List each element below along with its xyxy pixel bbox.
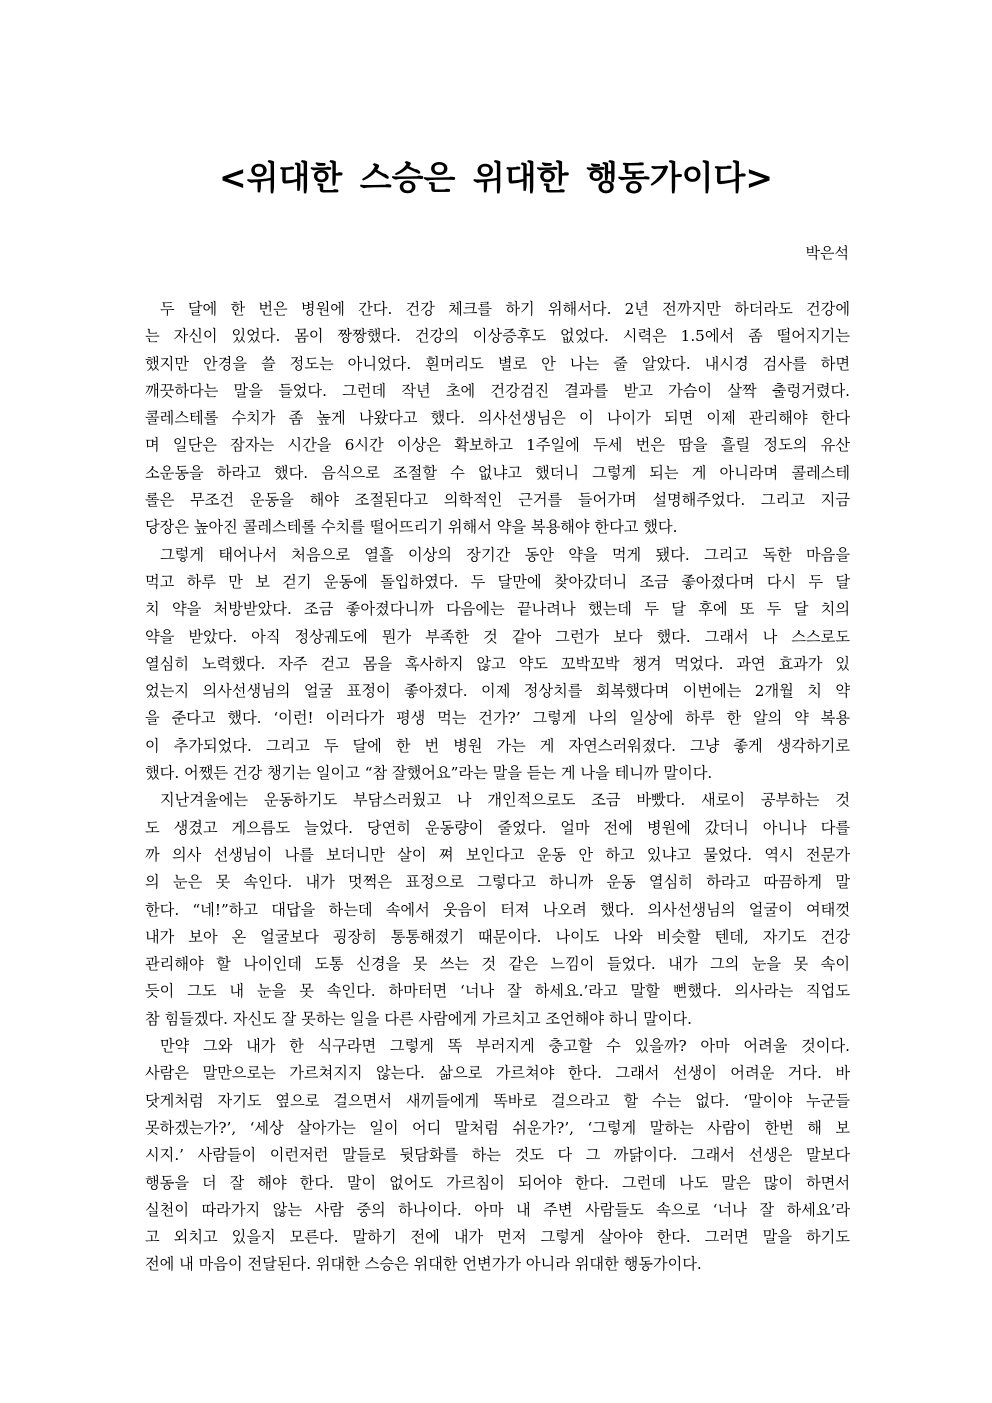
text-line: 콜레스테롤 수치가 좀 높게 나왔다고 했다. 의사선생님은 이 나이가 되면 이제 관리해야 한다 [145,409,850,428]
text-line: 이 추가되었다. 그리고 두 달에 한 번 병원 가는 게 자연스러워졌다. 그냥 좋게 생각하기로 [145,736,850,755]
text-line: 했다. 어쨌든 건강 챙기는 일이고 “참 잘했어요”라는 말을 듣는 게 나을 테니까 말이다. [145,764,713,783]
text-line: 실천이 따라가지 않는 사람 중의 하나이다. 아마 내 주변 사람들도 속으로 ‘너나 잘 하세요’라 [145,1200,850,1219]
text-line: 두 달에 한 번은 병원에 간다. 건강 체크를 하기 위해서다. 2년 전까지만 하더라도 건강에 [160,300,850,318]
paragraph-4 [145,1033,850,1279]
paragraph-1 [145,296,850,542]
text-line: 열심히 노력했다. 자주 걷고 몸을 혹사하지 않고 약도 꼬박꼬박 챙겨 먹었다. 과연 효과가 있 [145,654,850,673]
text-line: 고 외치고 있을지 모른다. 말하기 전에 내가 먼저 그렇게 살아야 한다. 그러면 말을 하기도 [145,1228,850,1247]
text-line: 의 눈은 못 속인다. 내가 멋쩍은 표정으로 그렇다고 하니까 운동 열심히 하라고 따끔하게 말 [145,873,850,892]
text-line: 약을 받았다. 아직 정상궤도에 뭔가 부족한 것 같아 그런가 보다 했다. 그래서 나 스스로도 [145,627,850,646]
text-line: 도 생겼고 게으름도 늘었다. 당연히 운동량이 줄었다. 얼마 전에 병원에 갔더니 아니나 다를 [145,818,850,837]
text-line: 롤은 무조건 운동을 해야 조절된다고 의학적인 근거를 들어가며 설명해주었다. 그리고 지금 [145,491,850,510]
document-title: <위대한 스승은 위대한 행동가이다> [218,158,774,197]
text-line: 했지만 안경을 쓸 정도는 아니었다. 흰머리도 별로 안 나는 줄 알았다. 내시경 검사를 하면 [145,354,850,373]
text-line: 는 자신이 있었다. 몸이 짱짱했다. 건강의 이상증후도 없었다. 시력은 1.5에서 좀 떨어지기는 [145,327,850,346]
text-line: 사람은 말만으로는 가르쳐지지 않는다. 삶으로 가르쳐야 한다. 그래서 선생이 어려운 거다. 바 [145,1064,850,1083]
text-line: 시지.’ 사람들이 이런저런 말들로 뒷담화를 하는 것도 다 그 까닭이다. 그래서 선생은 말보다 [145,1146,850,1165]
text-line: 만약 그와 내가 한 식구라면 그렇게 똑 부러지게 충고할 수 있을까? 아마 어려울 것이다. [160,1037,850,1056]
text-line: 깨끗하다는 말을 들었다. 그런데 작년 초에 건강검진 결과를 받고 가슴이 살짝 출렁거렸다. [145,381,850,400]
text-line: 한다. “네!”하고 대답을 하는데 속에서 웃음이 터져 나오려 했다. 의사선생님의 얼굴이 여태껏 [145,900,850,919]
text-line: 을 준다고 했다. ‘이런! 이러다가 평생 먹는 건가?’ 그렇게 나의 일상에 하루 한 알의 약 복용 [145,709,850,728]
text-line: 었는지 의사선생님의 얼굴 표정이 좋아졌다. 이제 정상치를 회복했다며 이번에는 2개월 치 약 [145,682,850,701]
text-line: 전에 내 마음이 전달된다. 위대한 스승은 위대한 언변가가 아니라 위대한 행동가이다. [145,1255,702,1274]
text-line: 지난겨울에는 운동하기도 부담스러웠고 나 개인적으로도 조금 바빴다. 새로이 공부하는 것 [160,791,850,810]
text-line: 못하겠는가?’, ‘세상 살아가는 일이 어디 말처럼 쉬운가?’, ‘그렇게 말하는 사람이 한번 해 보 [145,1118,850,1137]
text-line: 관리해야 할 나이인데 도통 신경을 못 쓰는 것 같은 느낌이 들었다. 내가 그의 눈을 못 속이 [145,955,850,974]
paragraph-2 [145,542,850,788]
text-line: 당장은 높아진 콜레스테롤 수치를 떨어뜨리기 위해서 약을 복용해야 한다고 했다. [145,518,678,537]
text-line: 내가 보아 온 얼굴보다 굉장히 통통해졌기 때문이다. 나이도 나와 비슷할 텐데, 자기도 건강 [145,927,850,946]
text-line: 닷게처럼 자기도 옆으로 걸으면서 새끼들에게 똑바로 걸으라고 할 수는 없다. ‘말이야 누군들 [145,1091,850,1110]
text-line: 먹고 하루 만 보 걷기 운동에 돌입하였다. 두 달만에 찾아갔더니 조금 좋아졌다며 다시 두 달 [145,572,850,591]
text-line: 듯이 그도 내 눈을 못 속인다. 하마터면 ‘너나 잘 하세요.’라고 말할 뻔했다. 의사라는 직업도 [145,982,850,1001]
text-line: 그렇게 태어나서 처음으로 열흘 이상의 장기간 동안 약을 먹게 됐다. 그리고 독한 마음을 [160,545,850,564]
text-line: 소운동을 하라고 했다. 음식으로 조절할 수 없냐고 했더니 그렇게 되는 게 아니라며 콜레스테 [145,463,850,482]
text-line: 며 일단은 잠자는 시간을 6시간 이상은 확보하고 1주일에 두세 번은 땀을 흘릴 정도의 유산 [145,436,850,455]
text-line: 치 약을 처방받았다. 조금 좋아졌다니까 다음에는 끝나려나 했는데 두 달 후에 또 두 달 치의 [145,600,850,619]
document-body [145,296,850,1279]
text-line: 행동을 더 잘 해야 한다. 말이 없어도 가르침이 되어야 한다. 그런데 나도 말은 많이 하면서 [145,1173,850,1192]
text-line: 참 힘들겠다. 자신도 잘 못하는 일을 다른 사람에게 가르치고 조언해야 하니 말이다. [145,1009,692,1028]
author-name: 박은석 [805,244,849,262]
text-line: 까 의사 선생님이 나를 보더니만 살이 쪄 보인다고 운동 안 하고 있냐고 물었다. 역시 전문가 [145,845,850,864]
paragraph-3 [145,787,850,1033]
